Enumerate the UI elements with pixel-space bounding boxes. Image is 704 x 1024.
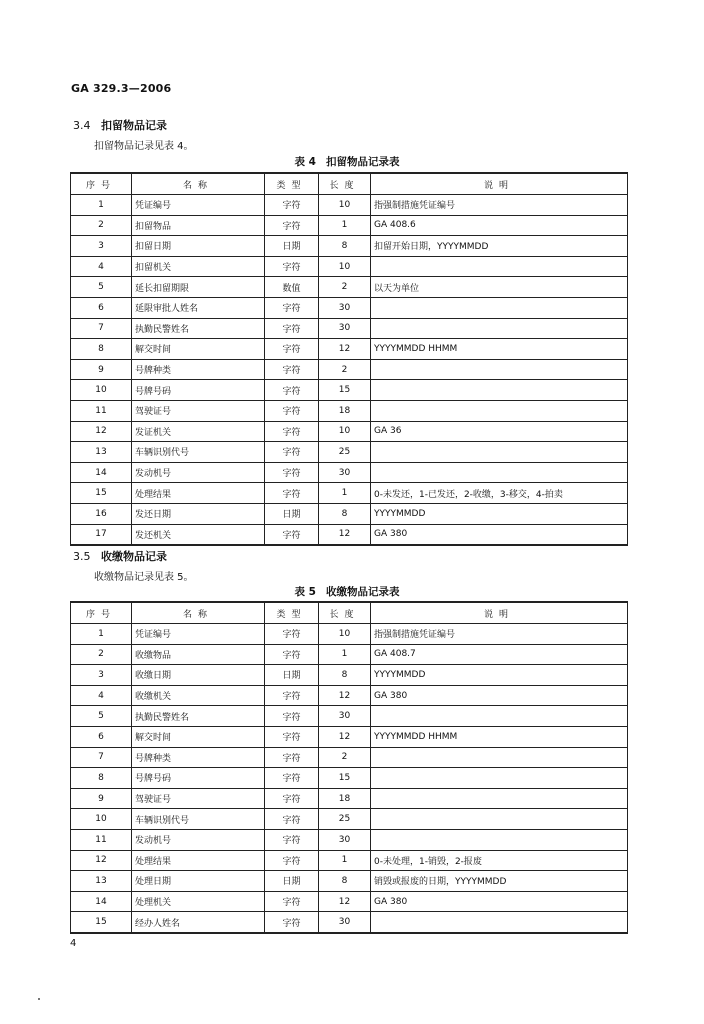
- col-type-cell: 日期: [265, 871, 319, 892]
- col-length-cell: 10: [319, 256, 371, 277]
- table-row: [71, 421, 628, 442]
- col-type-cell: 字符: [265, 726, 319, 747]
- col-type-cell: 字符: [265, 421, 319, 442]
- table-row: [71, 256, 628, 277]
- col-name-cell: 延长扣留期限: [132, 277, 265, 298]
- table-row: [71, 871, 628, 892]
- header-col-index: 序号: [71, 173, 132, 195]
- col-description-cell: GA 408.6: [371, 215, 628, 236]
- col-description-cell: [371, 380, 628, 401]
- col-length-cell: 8: [319, 236, 371, 257]
- col-name-cell: 处理结果: [132, 483, 265, 504]
- section-paragraph: 扣留物品记录见表 4。: [94, 141, 194, 152]
- table-row: [71, 685, 628, 706]
- table-row: [71, 195, 628, 216]
- table-row: [71, 483, 628, 504]
- col-type-cell: 字符: [265, 483, 319, 504]
- col-name-cell: 凭证编号: [132, 195, 265, 216]
- col-description-cell: [371, 297, 628, 318]
- col-length-cell: 10: [319, 421, 371, 442]
- col-length-cell: 15: [319, 380, 371, 401]
- col-index-cell: 10: [71, 380, 132, 401]
- section-heading-3-4: [73, 117, 167, 133]
- table-row: [71, 524, 628, 545]
- col-name-cell: 解交时间: [132, 726, 265, 747]
- col-index-cell: 9: [71, 359, 132, 380]
- col-description-cell: [371, 912, 628, 933]
- col-description-cell: [371, 256, 628, 277]
- section-number: 3.5: [73, 550, 91, 563]
- col-description-cell: [371, 400, 628, 421]
- document-header: GA 329.3—2006: [71, 82, 172, 95]
- col-type-cell: 字符: [265, 359, 319, 380]
- col-description-cell: [371, 706, 628, 727]
- table-row: [71, 912, 628, 933]
- section-paragraph: 收缴物品记录见表 5。: [94, 572, 194, 583]
- table-row: [71, 462, 628, 483]
- col-length-cell: 2: [319, 359, 371, 380]
- col-index-cell: 1: [71, 195, 132, 216]
- col-type-cell: 字符: [265, 850, 319, 871]
- table-row: [71, 665, 628, 686]
- header-col-name: 名称: [132, 602, 265, 624]
- col-description-cell: 扣留开始日期，YYYYMMDD: [371, 236, 628, 257]
- col-name-cell: 执勤民警姓名: [132, 706, 265, 727]
- col-type-cell: 字符: [265, 380, 319, 401]
- header-col-length: 长度: [319, 173, 371, 195]
- col-length-cell: 30: [319, 462, 371, 483]
- col-length-cell: 25: [319, 442, 371, 463]
- table-row: [71, 236, 628, 257]
- col-name-cell: 收缴日期: [132, 665, 265, 686]
- col-length-cell: 30: [319, 829, 371, 850]
- col-index-cell: 6: [71, 726, 132, 747]
- table-row: [71, 359, 628, 380]
- col-description-cell: GA 380: [371, 524, 628, 545]
- col-description-cell: [371, 318, 628, 339]
- section-number: 3.4: [73, 119, 91, 132]
- col-type-cell: 字符: [265, 215, 319, 236]
- col-length-cell: 1: [319, 850, 371, 871]
- col-description-cell: [371, 768, 628, 789]
- table-row: [71, 339, 628, 360]
- col-name-cell: 处理结果: [132, 850, 265, 871]
- header-col-index: 序号: [71, 602, 132, 624]
- col-name-cell: 发动机号: [132, 829, 265, 850]
- col-index-cell: 5: [71, 706, 132, 727]
- col-index-cell: 5: [71, 277, 132, 298]
- col-description-cell: YYYYMMDD: [371, 665, 628, 686]
- col-length-cell: 12: [319, 339, 371, 360]
- col-name-cell: 车辆识别代号: [132, 809, 265, 830]
- col-name-cell: 发还日期: [132, 503, 265, 524]
- col-index-cell: 14: [71, 462, 132, 483]
- col-index-cell: 6: [71, 297, 132, 318]
- col-description-cell: GA 408.7: [371, 644, 628, 665]
- col-length-cell: 1: [319, 483, 371, 504]
- table-row: [71, 726, 628, 747]
- col-description-cell: YYYYMMDD HHMM: [371, 726, 628, 747]
- col-index-cell: 13: [71, 442, 132, 463]
- col-description-cell: [371, 747, 628, 768]
- table-caption: [0, 154, 704, 169]
- col-index-cell: 11: [71, 400, 132, 421]
- col-description-cell: GA 36: [371, 421, 628, 442]
- col-description-cell: 指强制措施凭证编号: [371, 195, 628, 216]
- table-caption-number: 表 4: [294, 156, 316, 168]
- table-row: [71, 809, 628, 830]
- table-row: [71, 297, 628, 318]
- table-row: [71, 788, 628, 809]
- col-length-cell: 30: [319, 706, 371, 727]
- col-description-cell: [371, 809, 628, 830]
- col-type-cell: 字符: [265, 829, 319, 850]
- col-type-cell: 字符: [265, 462, 319, 483]
- col-description-cell: 以天为单位: [371, 277, 628, 298]
- table-row: [71, 747, 628, 768]
- header-col-type: 类型: [265, 602, 319, 624]
- col-length-cell: 25: [319, 809, 371, 830]
- col-length-cell: 12: [319, 891, 371, 912]
- table-row: [71, 215, 628, 236]
- page-number: 4: [70, 938, 77, 949]
- table-row: [71, 644, 628, 665]
- col-name-cell: 扣留机关: [132, 256, 265, 277]
- table-row: [71, 706, 628, 727]
- col-index-cell: 3: [71, 236, 132, 257]
- col-description-cell: [371, 442, 628, 463]
- col-name-cell: 驾驶证号: [132, 400, 265, 421]
- table-4-detained-items: [70, 172, 628, 546]
- header-col-length: 长度: [319, 602, 371, 624]
- col-type-cell: 字符: [265, 685, 319, 706]
- col-index-cell: 17: [71, 524, 132, 545]
- col-type-cell: 字符: [265, 912, 319, 933]
- col-index-cell: 13: [71, 871, 132, 892]
- col-length-cell: 1: [319, 644, 371, 665]
- col-type-cell: 字符: [265, 442, 319, 463]
- table-row: [71, 380, 628, 401]
- col-length-cell: 2: [319, 277, 371, 298]
- col-length-cell: 15: [319, 768, 371, 789]
- col-type-cell: 日期: [265, 236, 319, 257]
- col-length-cell: 10: [319, 195, 371, 216]
- col-length-cell: 1: [319, 215, 371, 236]
- col-name-cell: 解交时间: [132, 339, 265, 360]
- col-type-cell: 字符: [265, 891, 319, 912]
- col-index-cell: 7: [71, 318, 132, 339]
- col-description-cell: [371, 829, 628, 850]
- col-name-cell: 号牌种类: [132, 747, 265, 768]
- col-name-cell: 收缴物品: [132, 644, 265, 665]
- col-description-cell: YYYYMMDD HHMM: [371, 339, 628, 360]
- col-index-cell: 8: [71, 768, 132, 789]
- table-row: [71, 829, 628, 850]
- col-index-cell: 10: [71, 809, 132, 830]
- col-length-cell: 30: [319, 912, 371, 933]
- col-type-cell: 字符: [265, 706, 319, 727]
- col-length-cell: 8: [319, 503, 371, 524]
- table-caption-title: 扣留物品记录表: [325, 156, 400, 168]
- table-caption-title: 收缴物品记录表: [325, 586, 400, 598]
- col-name-cell: 凭证编号: [132, 624, 265, 645]
- col-name-cell: 发还机关: [132, 524, 265, 545]
- col-index-cell: 2: [71, 644, 132, 665]
- col-length-cell: 18: [319, 400, 371, 421]
- col-type-cell: 字符: [265, 788, 319, 809]
- col-length-cell: 8: [319, 665, 371, 686]
- table-row: [71, 318, 628, 339]
- col-name-cell: 扣留物品: [132, 215, 265, 236]
- col-description-cell: GA 380: [371, 685, 628, 706]
- col-name-cell: 扣留日期: [132, 236, 265, 257]
- table-row: [71, 400, 628, 421]
- table-row: [71, 768, 628, 789]
- col-index-cell: 9: [71, 788, 132, 809]
- col-description-cell: YYYYMMDD: [371, 503, 628, 524]
- table-header-row: [71, 173, 628, 195]
- header-col-name: 名称: [132, 173, 265, 195]
- table-row: [71, 277, 628, 298]
- col-name-cell: 号牌号码: [132, 380, 265, 401]
- col-description-cell: 0-未处理，1-销毁，2-报废: [371, 850, 628, 871]
- table-caption-number: 表 5: [294, 586, 316, 598]
- col-length-cell: 30: [319, 318, 371, 339]
- col-type-cell: 数值: [265, 277, 319, 298]
- col-index-cell: 15: [71, 912, 132, 933]
- col-name-cell: 发证机关: [132, 421, 265, 442]
- col-index-cell: 11: [71, 829, 132, 850]
- table-row: [71, 850, 628, 871]
- col-index-cell: 7: [71, 747, 132, 768]
- col-type-cell: 字符: [265, 768, 319, 789]
- col-name-cell: 号牌种类: [132, 359, 265, 380]
- col-description-cell: [371, 359, 628, 380]
- col-name-cell: 收缴机关: [132, 685, 265, 706]
- col-length-cell: 12: [319, 685, 371, 706]
- col-name-cell: 号牌号码: [132, 768, 265, 789]
- col-description-cell: GA 380: [371, 891, 628, 912]
- col-type-cell: 字符: [265, 339, 319, 360]
- col-index-cell: 12: [71, 421, 132, 442]
- col-length-cell: 8: [319, 871, 371, 892]
- col-type-cell: 字符: [265, 318, 319, 339]
- col-type-cell: 字符: [265, 644, 319, 665]
- col-index-cell: 16: [71, 503, 132, 524]
- col-index-cell: 2: [71, 215, 132, 236]
- table-row: [71, 624, 628, 645]
- col-length-cell: 18: [319, 788, 371, 809]
- col-length-cell: 2: [319, 747, 371, 768]
- col-type-cell: 字符: [265, 256, 319, 277]
- col-index-cell: 4: [71, 685, 132, 706]
- table-row: [71, 442, 628, 463]
- col-name-cell: 驾驶证号: [132, 788, 265, 809]
- col-description-cell: [371, 788, 628, 809]
- table-5-confiscated-items: [70, 601, 628, 934]
- table-caption: [0, 584, 704, 599]
- col-type-cell: 字符: [265, 809, 319, 830]
- col-name-cell: 延限审批人姓名: [132, 297, 265, 318]
- col-description-cell: 0-未发还，1-已发还，2-收缴，3-移交，4-拍卖: [371, 483, 628, 504]
- col-name-cell: 车辆识别代号: [132, 442, 265, 463]
- section-title: 扣留物品记录: [101, 119, 167, 132]
- header-col-description: 说明: [371, 173, 628, 195]
- table-header-row: [71, 602, 628, 624]
- col-type-cell: 字符: [265, 400, 319, 421]
- col-type-cell: 字符: [265, 524, 319, 545]
- col-index-cell: 1: [71, 624, 132, 645]
- col-index-cell: 14: [71, 891, 132, 912]
- col-name-cell: 经办人姓名: [132, 912, 265, 933]
- col-description-cell: 销毁或报废的日期，YYYYMMDD: [371, 871, 628, 892]
- col-index-cell: 8: [71, 339, 132, 360]
- col-length-cell: 30: [319, 297, 371, 318]
- col-description-cell: 指强制措施凭证编号: [371, 624, 628, 645]
- col-type-cell: 日期: [265, 503, 319, 524]
- col-type-cell: 日期: [265, 665, 319, 686]
- col-name-cell: 发动机号: [132, 462, 265, 483]
- col-name-cell: 处理日期: [132, 871, 265, 892]
- header-col-type: 类型: [265, 173, 319, 195]
- col-length-cell: 12: [319, 726, 371, 747]
- col-index-cell: 12: [71, 850, 132, 871]
- table-row: [71, 503, 628, 524]
- col-description-cell: [371, 462, 628, 483]
- col-index-cell: 4: [71, 256, 132, 277]
- col-type-cell: 字符: [265, 747, 319, 768]
- col-length-cell: 10: [319, 624, 371, 645]
- section-heading-3-5: [73, 548, 167, 564]
- col-type-cell: 字符: [265, 195, 319, 216]
- scan-speck: [38, 998, 40, 1000]
- table-row: [71, 891, 628, 912]
- col-index-cell: 3: [71, 665, 132, 686]
- col-type-cell: 字符: [265, 297, 319, 318]
- header-col-description: 说明: [371, 602, 628, 624]
- col-length-cell: 12: [319, 524, 371, 545]
- col-name-cell: 执勤民警姓名: [132, 318, 265, 339]
- col-name-cell: 处理机关: [132, 891, 265, 912]
- col-type-cell: 字符: [265, 624, 319, 645]
- section-title: 收缴物品记录: [101, 550, 167, 563]
- col-index-cell: 15: [71, 483, 132, 504]
